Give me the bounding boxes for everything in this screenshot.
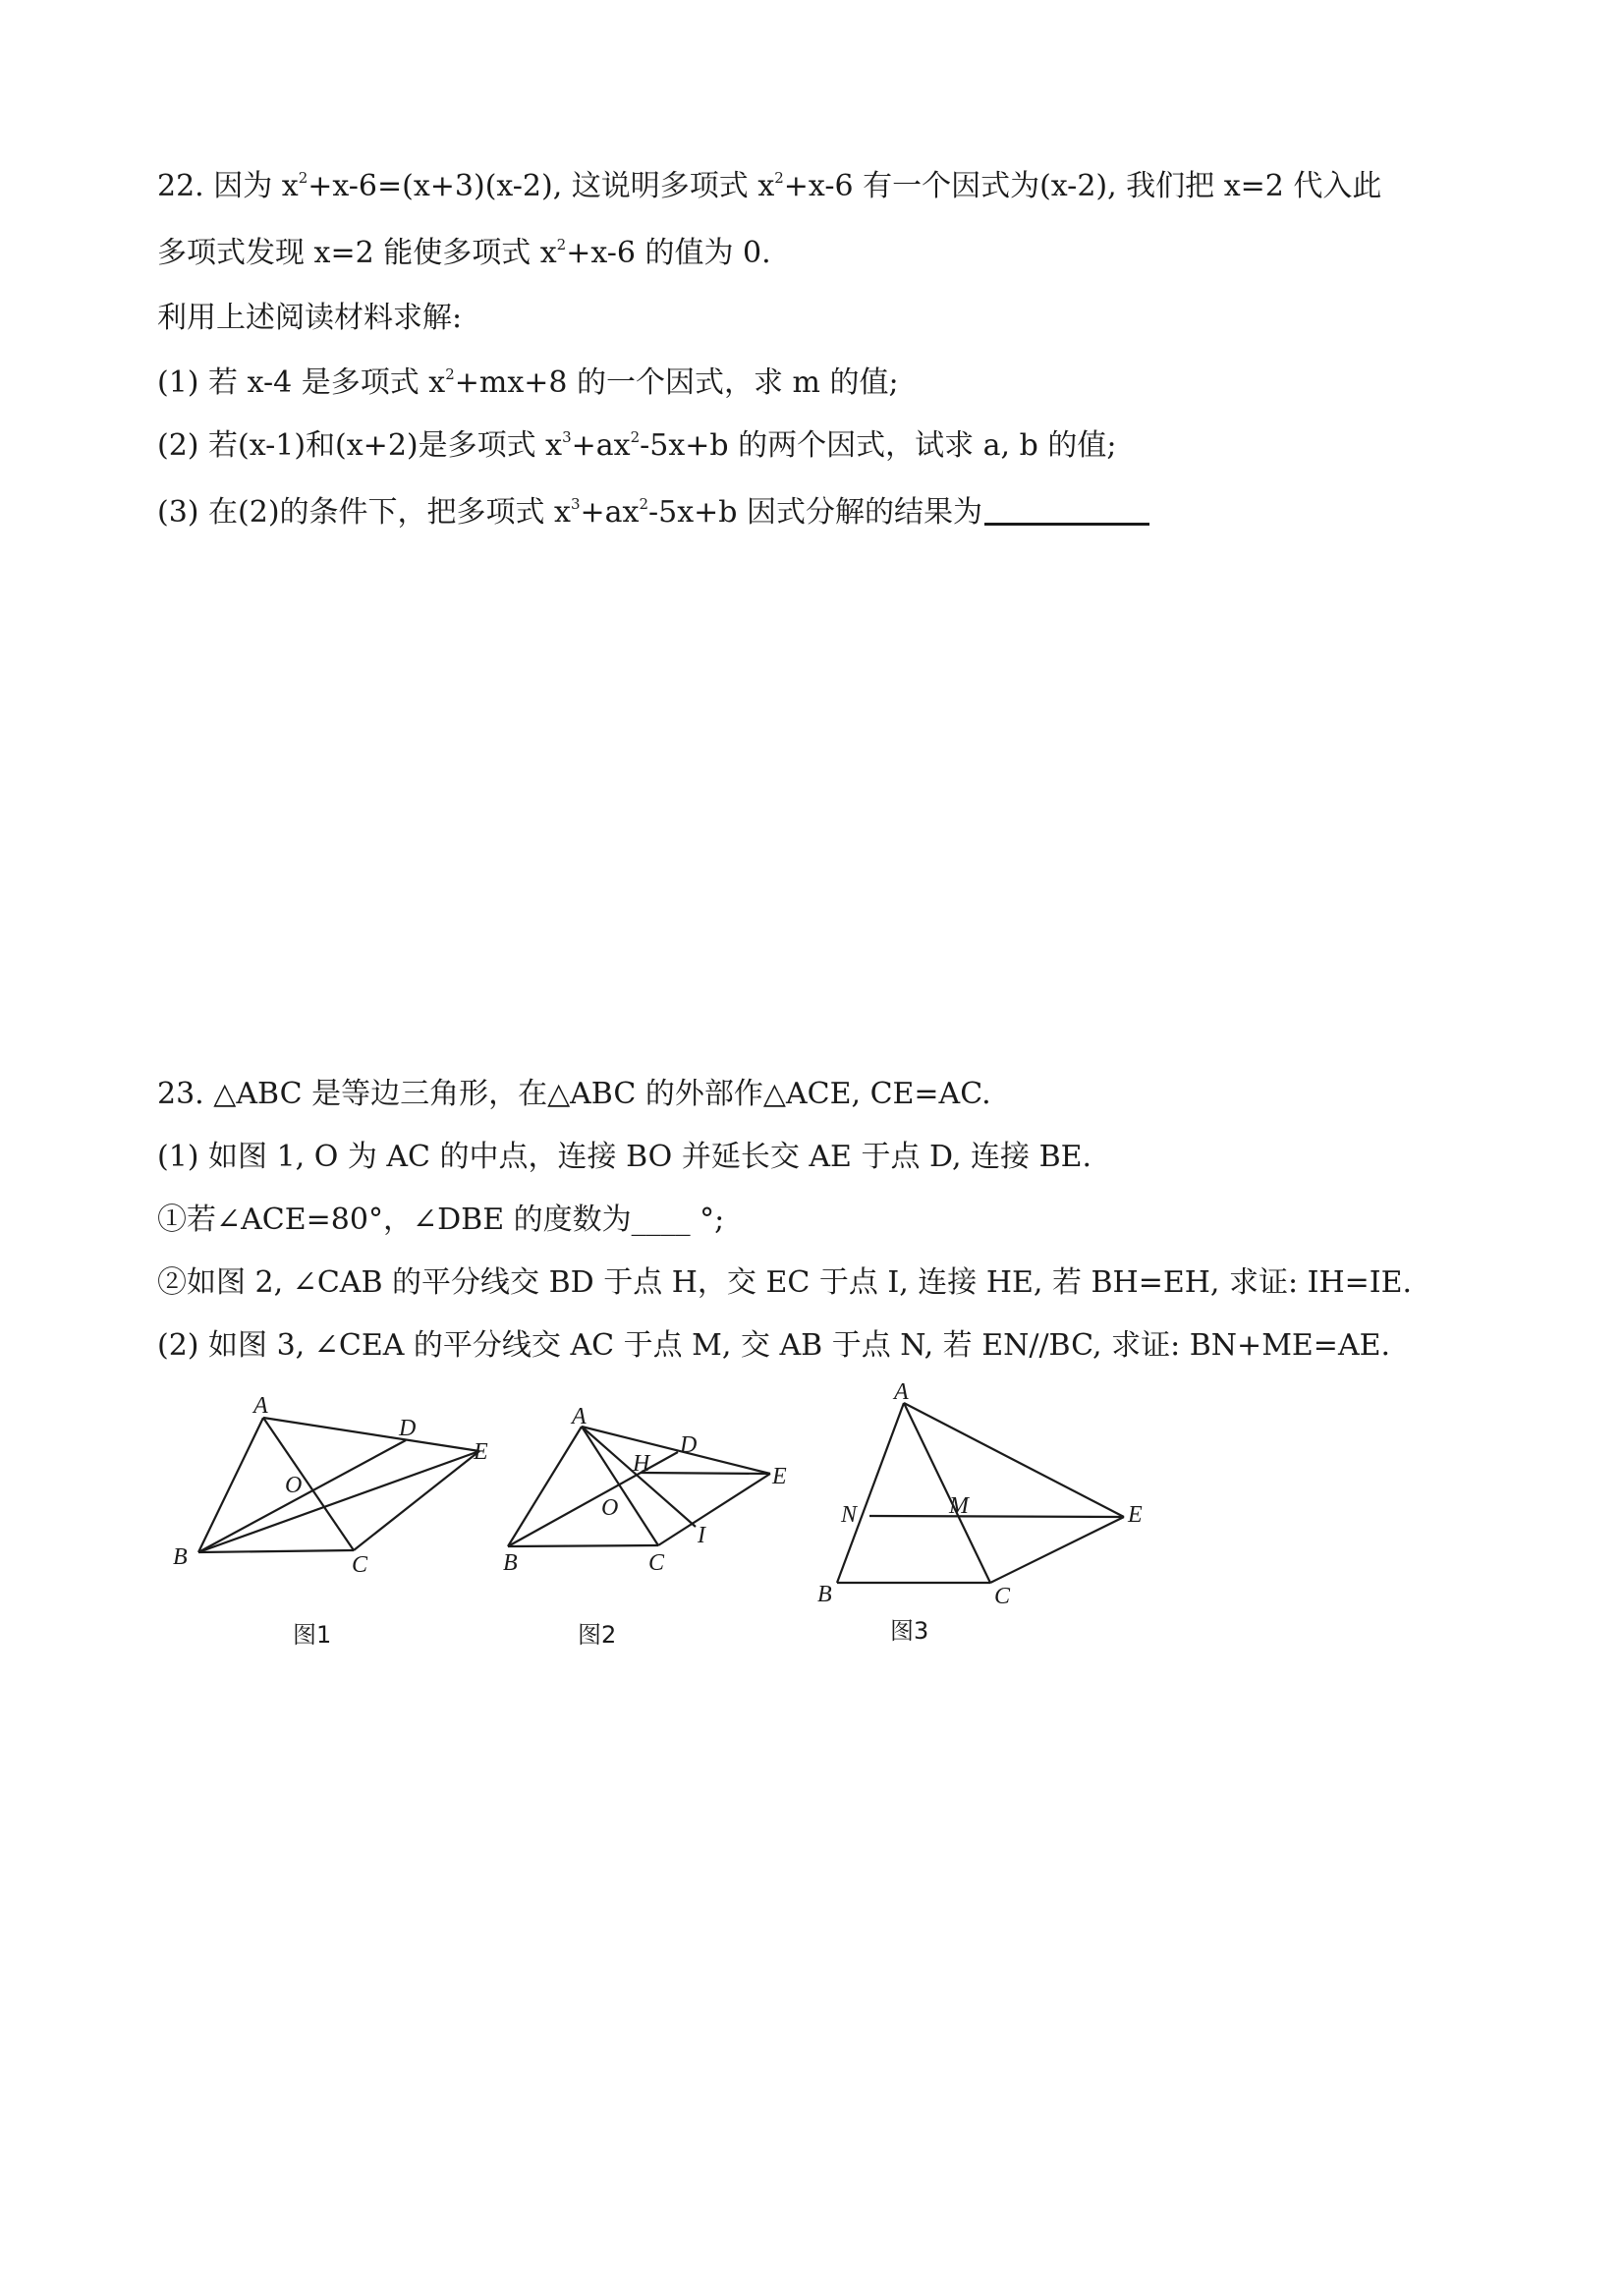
fig1-segment-ae — [263, 1418, 479, 1451]
fig3-segment-ab — [837, 1403, 904, 1583]
fig2-segment-bd — [508, 1452, 678, 1546]
fig1-segment-bd — [198, 1440, 406, 1552]
fig2-label-i: I — [698, 1523, 705, 1548]
fig2-label-h: H — [633, 1451, 650, 1477]
figure-1 — [173, 1393, 488, 1649]
fig3-label-c: C — [994, 1584, 1011, 1609]
fig3-label-n: N — [841, 1502, 858, 1528]
fig2-caption: 图2 — [578, 1621, 617, 1649]
fig3-label-b: B — [817, 1582, 832, 1607]
fig3-segment-ce — [990, 1517, 1124, 1583]
fig1-caption: 图1 — [293, 1621, 332, 1649]
q23-part-2: (2) 如图 3, ∠CEA 的平分线交 AC 于点 M, 交 AB 于点 N, 若 EN//BC, 求证: BN+ME=AE. — [157, 1328, 1391, 1363]
fig1-label-o: O — [285, 1473, 303, 1498]
fig3-segment-ac — [904, 1403, 990, 1583]
q22-part-3: (3) 在(2)的条件下，把多项式 $x^3+ax^2-5x+b$ 因式分解的结果为 — [157, 491, 1149, 532]
q22-line-3: 利用上述阅读材料求解: — [157, 301, 463, 335]
fig2-segment-he — [641, 1473, 770, 1474]
fig1-label-d: D — [399, 1416, 417, 1441]
fig2-label-b: B — [503, 1550, 518, 1576]
fig1-segment-bc — [198, 1550, 354, 1552]
q23-part-1-sub-1: ①若∠ACE=80°，∠DBE 的度数为____ °; — [157, 1203, 725, 1237]
fig3-label-a: A — [894, 1379, 909, 1405]
q22-part-1: (1) 若 x-4 是多项式 $x^2+mx+8$ 的一个因式，求 m 的值; — [157, 365, 899, 400]
fig2-segment-ab — [508, 1427, 582, 1546]
figures-svg — [0, 1375, 1623, 1670]
fig3-caption: 图3 — [890, 1617, 929, 1645]
fig2-segment-ac — [582, 1427, 658, 1545]
fig1-label-c: C — [352, 1552, 368, 1578]
fig2-label-a: A — [572, 1404, 587, 1429]
q23-part-1-sub-2: ②如图 2, ∠CAB 的平分线交 BD 于点 H，交 EC 于点 I, 连接 HE, 若 BH=EH, 求证: IH=IE. — [157, 1265, 1413, 1300]
fig2-label-c: C — [648, 1550, 665, 1576]
q23-line-1: 23. △ABC 是等边三角形，在△ABC 的外部作△ACE, CE=AC. — [157, 1077, 991, 1111]
q22-line-1: 22. 因为 $x^2+x-6=(x+3)(x-2)$, 这说明多项式 $x^2+x-6$ 有一个因式为(x-2), 我们把 x=2 代入此 — [157, 169, 1382, 203]
fig2-label-o: O — [601, 1495, 619, 1521]
fig3-label-m: M — [949, 1493, 969, 1519]
fig1-label-b: B — [173, 1544, 188, 1570]
fig2-segment-bc — [508, 1545, 658, 1546]
fig1-segment-ac — [263, 1418, 354, 1550]
fig2-label-e: E — [772, 1464, 787, 1489]
fig2-label-d: D — [680, 1432, 698, 1458]
fig1-label-a: A — [253, 1393, 268, 1419]
fig1-segment-ce — [354, 1451, 479, 1550]
q23-part-1: (1) 如图 1, O 为 AC 的中点，连接 BO 并延长交 AE 于点 D, 连接 BE. — [157, 1140, 1092, 1174]
fig3-segment-ae — [904, 1403, 1124, 1517]
figure-2 — [503, 1404, 787, 1649]
fig3-label-e: E — [1128, 1502, 1143, 1528]
q22-part-2: (2) 若(x-1)和(x+2)是多项式 $x^3+ax^2-5x+b$ 的两个因式，试求 a, b 的值; — [157, 428, 1117, 463]
figures-area — [0, 1375, 1623, 1670]
answer-blank[interactable] — [984, 491, 1149, 526]
fig3-segment-ne — [869, 1516, 1124, 1517]
figure-3 — [817, 1379, 1143, 1645]
q22-line-2: 多项式发现 x=2 能使多项式 $x^2+x-6$ 的值为 0. — [157, 236, 771, 270]
fig1-label-e: E — [474, 1439, 488, 1465]
